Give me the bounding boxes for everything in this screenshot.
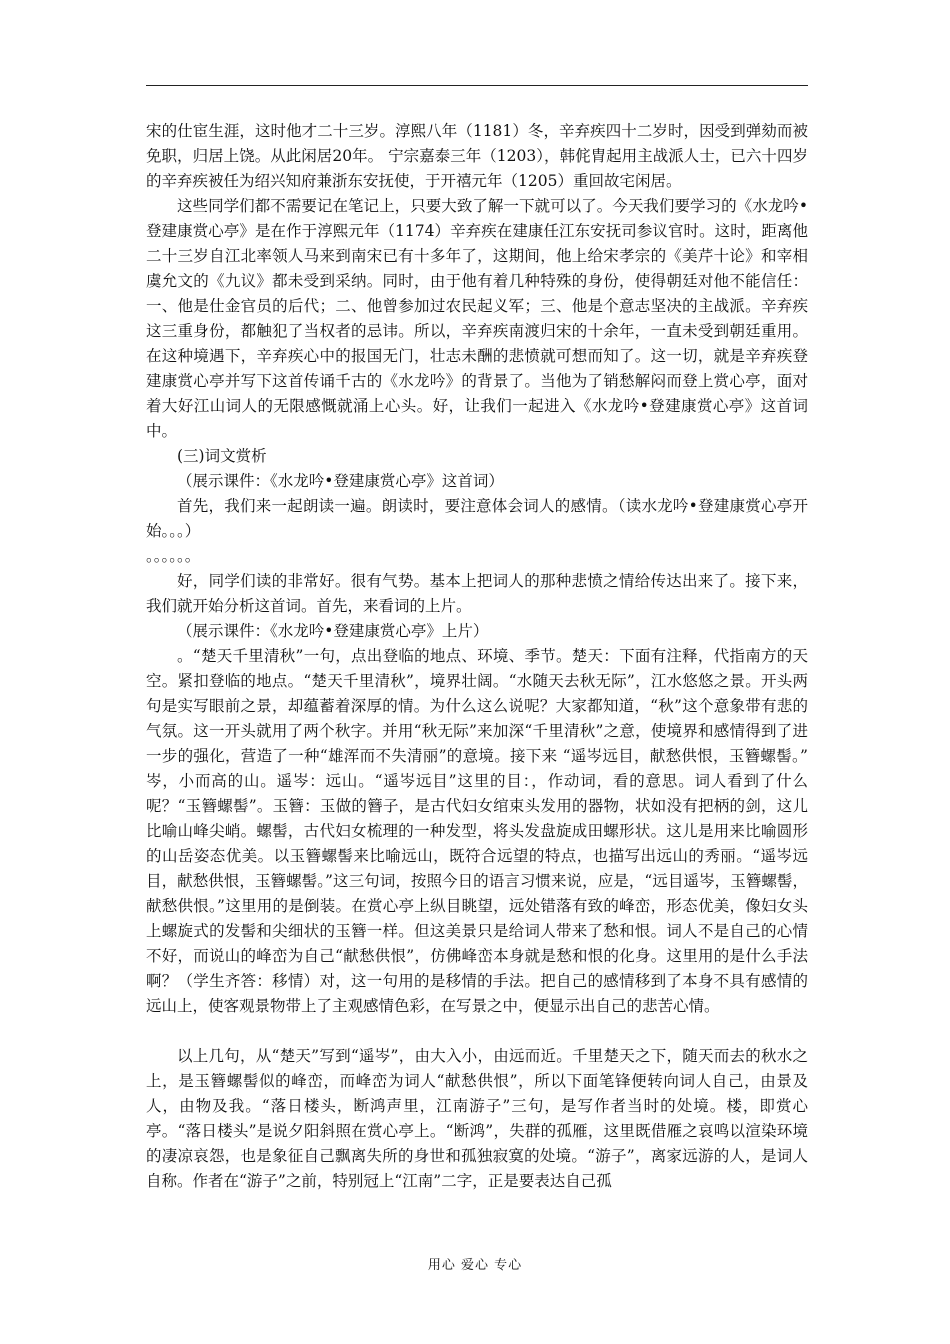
paragraph-career: 宋的仕宦生涯，这时他才二十三岁。淳熙八年（1181）冬，辛弃疾四十二岁时，因受到弹劾而被免职，归居上饶。从此闲居20年。 宁宗嘉泰三年（1203），韩侂胄起用主战派人士，已六十四岁的辛弃疾被任为绍兴知府兼浙东安抚使，于开禧元年（1205）重回故宅闲居。: [146, 122, 808, 190]
section-heading: (三)词文赏析: [177, 447, 267, 465]
page-footer: 用心 爱心 专心: [427, 1258, 523, 1273]
paragraph-praise: 好，同学们读的非常好。很有气势。基本上把词人的那种悲愤之情给传达出来了。接下来，我们就开始分析这首词。首先，来看词的上片。: [146, 572, 808, 615]
paragraph-analysis-continued: 以上几句，从“楚天”写到“遥岑”，由大入小，由远而近。千里楚天之下，随天而去的秋水之上，是玉簪螺髻似的峰峦，而峰峦为词人“献愁供恨”，所以下面笔锋便转向词人自己，由景及人，由物及我。“落日楼头，断鸿声里，江南游子”三句，是写作者当时的处境。楼，即赏心亭。“落日楼头”是说夕阳斜照在赏心亭上。“断鸿”，失群的孤雁，这里既借雁之哀鸣以渲染环境的凄凉哀怨，也是象征自己飘离失所的身世和孤独寂寞的处境。“游子”，离家远游的人，是词人自称。作者在“游子”之前，特别冠上“江南”二字，正是要表达自己孤: [146, 1047, 808, 1190]
courseware-note-poem: （展示课件：《水龙吟•登建康赏心亭》这首词）: [177, 472, 504, 490]
paragraph-analysis-upper: 。“楚天千里清秋”一句，点出登临的地点、环境、季节。楚天：下面有注释，代指南方的天空。紧扣登临的地点。“楚天千里清秋”，境界壮阔。“水随天去秋无际”，江水悠悠之景。开头两句是实写眼前之景，却蕴蓄着深厚的情。为什么这么说呢？大家都知道，“秋”这个意象带有悲的气氛。这一开头就用了两个秋字。并用“秋无际”来加深“千里清秋”之意，使境界和感情得到了进一步的强化，营造了一种“雄浑而不失清丽”的意境。接下来 “遥岑远目，献愁供恨，玉簪螺髻。” 岑，小而高的山。遥岑：远山。“遥岑远目”这里的目：，作动词，看的意思。词人看到了什么呢？“玉簪螺髻”。玉簪：玉做的簪子，是古代妇女绾束头发用的器物，状如没有把柄的剑，这儿比喻山峰尖峭。螺髻，古代妇女梳理的一种发型，将头发盘旋成田螺形状。这儿是用来比喻圆形的山岳姿态优美。以玉簪螺髻来比喻远山，既符合远望的特点，也描写出远山的秀丽。“遥岑远目，献愁供恨，玉簪螺髻。”这三句词，按照今日的语言习惯来说，应是，“远目遥岑，玉簪螺髻，献愁供恨。”这里用的是倒装。在赏心亭上纵目眺望，远处错落有致的峰峦，形态优美，像妇女头上螺旋式的发髻和尖细状的玉簪一样。但这美景只是给词人带来了愁和恨。词人不是自己的心情不好，而说山的峰峦为自己“献愁供恨”，仿佛峰峦本身就是愁和恨的化身。这里用的是什么手法啊？（学生齐答：移情）对，这一句用的是移情的手法。把自己的感情移到了本身不具有感情的远山上，使客观景物带上了主观感情色彩，在写景之中，便显示出自己的悲苦心情。: [146, 647, 808, 1015]
header-rule: [146, 85, 808, 86]
paragraph-gap: [146, 1019, 808, 1044]
document-body: [146, 119, 808, 1194]
paragraph-background: 这些同学们都不需要记在笔记上，只要大致了解一下就可以了。今天我们要学习的《水龙吟•登建康赏心亭》是在作于淳熙元年（1174）辛弃疾在建康任江东安抚司参议官时。这时，距离他二十三岁自江北率领人马来到南宋已有十多年了，这期间，他上给宋孝宗的《美芹十论》和宰相虞允文的《九议》都未受到采纳。同时，由于他有着几种特殊的身份，使得朝廷对他不能信任：一、他是仕金官员的后代；二、他曾参加过农民起义军；三、他是个意志坚决的主战派。辛弃疾这三重身份，都触犯了当权者的忌讳。所以，辛弃疾南渡归宋的十余年，一直未受到朝廷重用。在这种境遇下，辛弃疾心中的报国无门，壮志未酬的悲愤就可想而知了。这一切，就是辛弃疾登建康赏心亭并写下这首传诵千古的《水龙吟》的背景了。当他为了销愁解闷而登上赏心亭，面对着大好江山词人的无限感慨就涌上心头。好，让我们一起进入《水龙吟•登建康赏心亭》这首词中。: [146, 197, 808, 440]
courseware-note-upper: （展示课件：《水龙吟•登建康赏心亭》上片）: [177, 622, 489, 640]
paragraph-reading: 首先，我们来一起朗读一遍。朗读时，要注意体会词人的感情。（读水龙吟•登建康赏心亭开始。。。）: [146, 497, 808, 540]
paragraph-ellipsis: 。。。。。。: [146, 547, 201, 565]
